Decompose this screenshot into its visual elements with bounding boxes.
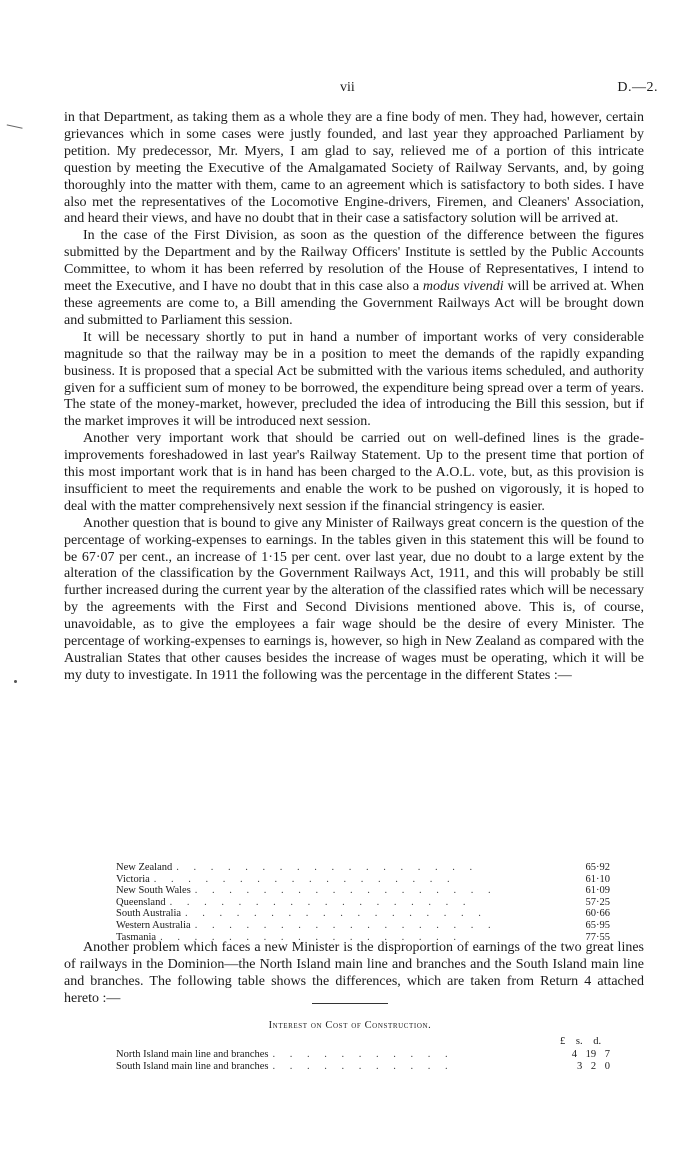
line-value: 4 19 7 [571, 1049, 610, 1060]
margin-dot-mark [14, 680, 17, 683]
state-name: Western Australia [116, 919, 191, 931]
table-row: North Island main line and branches . . . . . . . . . . . 4 19 7 [116, 1049, 610, 1060]
paragraph-2 [64, 228, 644, 329]
table-row: New South Wales . . . . . . . . . . . . . . . . . . 61·09 [116, 885, 610, 897]
page-header [0, 80, 700, 100]
state-value: 60·66 [585, 908, 610, 920]
state-value: 65·92 [585, 862, 610, 873]
state-name: South Australia [116, 908, 182, 920]
paragraph-3: It will be necessary shortly to put in hand a number of important works of very considerable magnitude so that the railway may be in a position to meet the demands of the rapidly expanding business. It is proposed that a special Act be submitted with the various items scheduled, and authority given for a sufficient sum of money to be borrowed, the expenditure being spread over a term of years. The state of the money-market, however, precluded the idea of introducing the Bill this session, but if the market improves it will be introduced next session. [64, 329, 644, 430]
margin-pencil-mark [5, 124, 22, 134]
currency-header: £ s. d. [560, 1036, 602, 1047]
page-number: vii [340, 80, 355, 95]
document-reference: D.—2. [617, 80, 658, 95]
state-name: Tasmania [116, 931, 157, 943]
section-divider [312, 1003, 388, 1004]
state-name: Queensland [116, 896, 166, 908]
body-text [64, 110, 644, 685]
state-value: 77·55 [585, 931, 610, 943]
state-value: 65·95 [585, 919, 610, 931]
state-value: 61·09 [585, 885, 610, 897]
states-percentage-table [116, 862, 610, 943]
paragraph-2-italic: modus vivendi [422, 279, 504, 295]
paragraph-4: Another very important work that should be carried out on well-defined lines is the grade-improvements foreshadowed in last year's Railway Statement. Up to the present time that portion of this most important work that is in hand has been charged to the A.O.L. vote, but, as this provision is insufficient to meet the requirements and enable the work to be pushed on vigorously, it is hoped to deal with the matter comprehensively next session if the financial stringency is easier. [64, 431, 644, 514]
state-name: New Zealand [116, 862, 173, 873]
paragraph-5: Another question that is bound to give any Minister of Railways great concern is the question of the percentage of working-expenses to earnings. In the tables given in this statement this will be found to be 67·07 per cent., an increase of 1·15 per cent. over last year, due no doubt to a large extent by the alteration of the classification by the Government Railways Act, 1911, and this will probably be still further increased during the current year by the alteration of the classified rates which will be necessary by the agreements with the First and Second Divisions mentioned above. This is, of course, unavoidable, as to give the employees a fair wage should be the desire of every Minister. The percentage of working-expenses to earnings is, however, so high in New Zealand as compared with the Australian States that other causes besides the increase of wages must be operating, which it will be my duty to investigate. In 1911 the following was the percentage in the different States :— [64, 515, 644, 683]
line-name: North Island main line and branches [116, 1049, 269, 1060]
state-value: 57·25 [585, 896, 610, 908]
interest-table-title: Interest on Cost of Construction. [268, 1020, 432, 1031]
table-row: South Australia . . . . . . . . . . . . . . . . . . 60·66 [116, 908, 610, 920]
line-name: South Island main line and branches [116, 1060, 269, 1072]
table-row: Tasmania . . . . . . . . . . . . . . . . . . 77·55 [116, 931, 610, 943]
paragraph-2-before: In the case of the First Division, as soon as the question of the difference between the figures submitted by the Department and by the Railway Officers' Institute is settled by the Public Accounts Committee, to whom it has been referred by resolution of the House of Representatives, I intend to meet the Executive, and I have no doubt that in this case also a [64, 228, 644, 295]
paragraph-6: Another problem which faces a new Minister is the disproportion of earnings of the two great lines of railways in the Dominion—the North Island main line and branches and the South Island main line and branches. The following table shows the differences, which are taken from Return 4 attached hereto :— [64, 940, 644, 1006]
table-row: Victoria . . . . . . . . . . . . . . . . . . 61·10 [116, 873, 610, 885]
table-row: South Island main line and branches . . . . . . . . . . . 3 2 0 [116, 1060, 610, 1072]
state-name: Victoria [116, 873, 150, 885]
table-row: Western Australia . . . . . . . . . . . . . . . . . . 65·95 [116, 919, 610, 931]
body-text-continued [64, 940, 644, 1008]
line-value: 3 2 0 [577, 1060, 610, 1072]
paragraph-1: in that Department, as taking them as a whole they are a fine body of men. They had, however, certain grievances which in some cases were justly founded, and last year they approached Parliament by petition. My predecessor, Mr. Myers, I am glad to say, relieved me of a portion of this intricate question by meeting the Executive of the Amalgamated Society of Railway Servants, and, by going thoroughly into the matter with them, came to an agreement which is satisfactory to both sides. I have also met the representatives of the Locomotive Engine-drivers, Firemen, and Cleaners' Association, and heard their views, and have no doubt that in their case a satisfactory solution will be arrived at. [64, 110, 644, 227]
interest-table [116, 1049, 610, 1072]
table-row: Queensland . . . . . . . . . . . . . . . . . . 57·25 [116, 896, 610, 908]
state-name: New South Wales [116, 885, 191, 897]
state-value: 61·10 [585, 873, 610, 885]
table-row: New Zealand . . . . . . . . . . . . . . . . . . 65·92 [116, 862, 610, 873]
paragraph-2-after: will be arrived at. When these agreements are come to, a Bill amending the Government Railways Act will be brought down and submitted to Parliament this session. [64, 279, 644, 328]
